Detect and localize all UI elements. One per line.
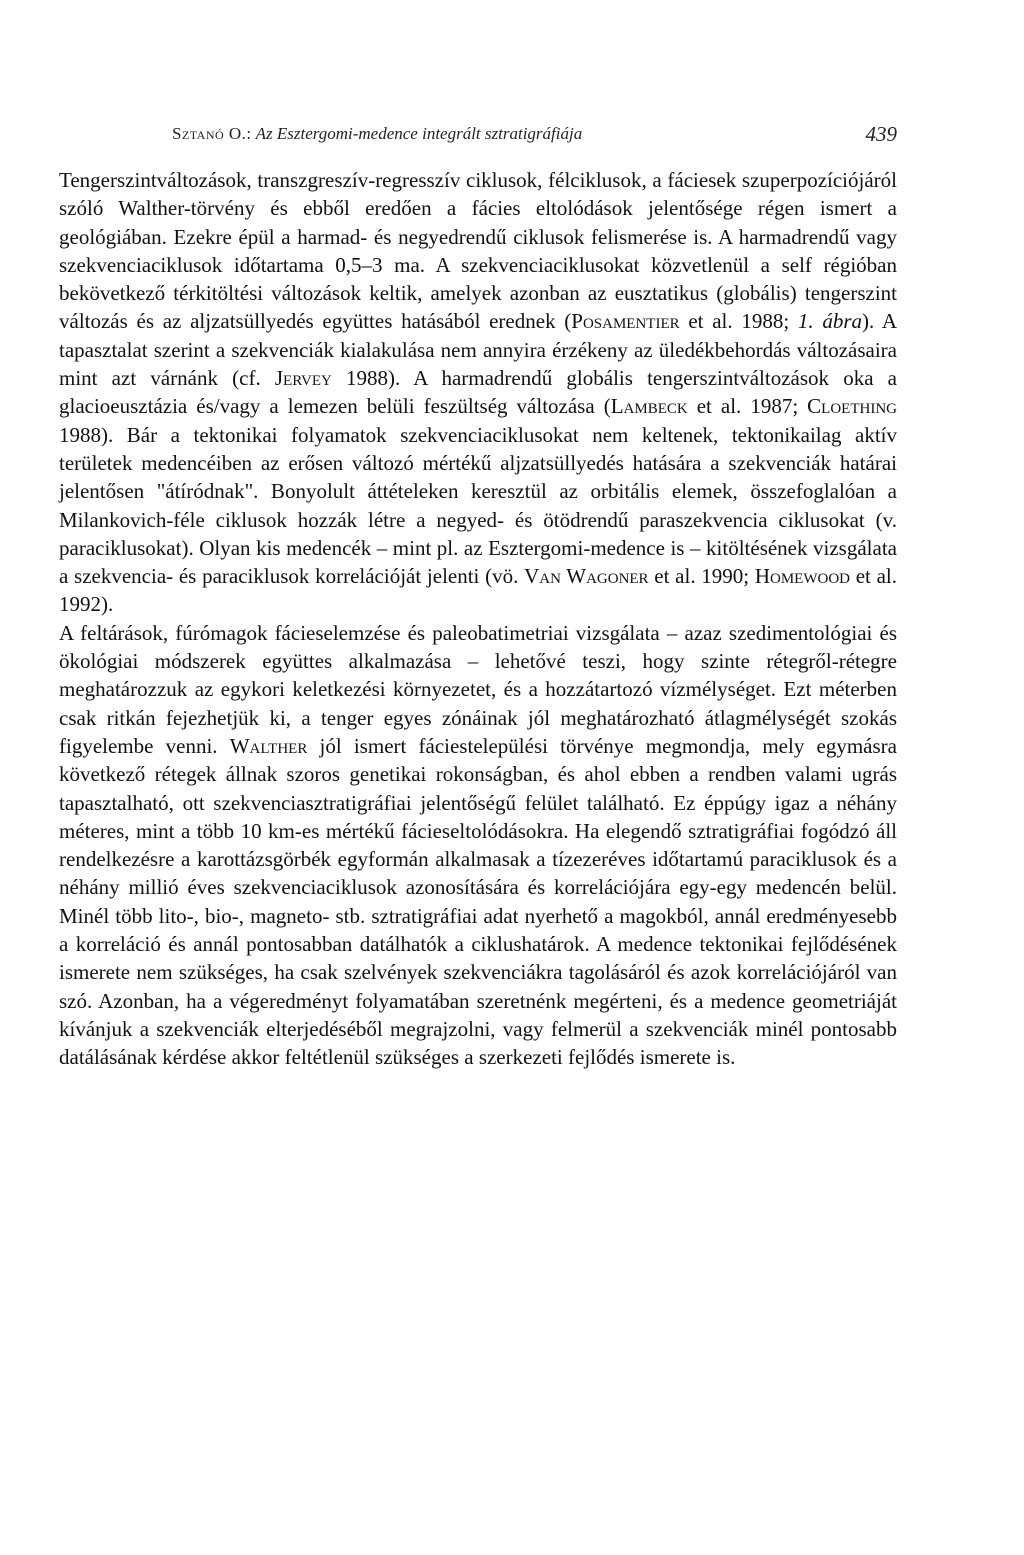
p2-text-2: jól ismert fáciestelepülési törvénye megmondja, mely egymásra következő rétegek állnak szoros genetikai rokonságban, és ahol ebben a rendben valami ugrás tapasztalható, ott szekvenciasztratigráfiai jelentőségű felület található. Ez éppúgy igaz a néhány méteres, mint a több 10 km-es mértékű fácieseltolódásokra. Ha elegendő sztratigráfiai fogódzó áll rendelkezésre a karottázsgörbék egyformán alkalmasak a tízezeréves időtartamú paraciklusok és a néhány millió éves szekvenciaciklusok azonosítására és korrelációjára egy-egy medencén belül. Minél több lito-, bio-, magneto- stb. sztratigráfiai adat nyerhető a magokból, annál eredményesebb a korreláció és annál pontosabban datálhatók a ciklushatárok. A medence tektonikai fejlődésének ismerete nem szükséges, ha csak szelvények szekvenciákra tagolásáról és azok korrelációjáról van szó. Azonban, ha a végeredményt folyamatában szeretnénk megérteni, és a medence geometriáját kívánjuk a szekvenciák elterjedéséből megrajzolni, vagy felmerül a szekvenciák minél pontosabb datálásának kérdése akkor feltétlenül szükséges a szerkezeti fejlődés ismerete is. — [59, 733, 897, 1070]
p1-text-6: 1988). Bár a tektonikai folyamatok szekvenciaciklusokat nem keltenek, tektonikailag aktív területek medencéiben az erősen változó mértékű aljzatsüllyedés hatására a szekvenciák határai jelentősen "átíródnak". Bonyolult áttételeken keresztül az orbitális elemek, összefoglalóan a Milankovich-féle ciklusok hozzák létre a negyed- és ötödrendű paraszekvencia ciklusokat (v. paraciklusokat). Olyan kis medencék – mint pl. az Esztergomi-medence is – kitöltésének vizsgálata a szekvencia- és paraciklusok korrelációját jelenti (vö. — [59, 422, 897, 589]
paragraph-1 — [59, 166, 897, 619]
citation-author: Walther — [229, 733, 308, 758]
p1-text-5: et al. 1987; — [687, 394, 808, 419]
p1-text-8: et al. 1992). — [59, 564, 897, 617]
page-number: 439 — [865, 122, 897, 146]
paragraph-2 — [59, 619, 897, 1072]
header-title: Az Esztergomi-medence integrált sztratigráfiája — [255, 124, 583, 143]
p1-text-4: 1988). A harmadrendű globális tengerszintváltozások oka a glacioeusztázia és/vagy a lemezen belüli feszültség változása ( — [59, 366, 898, 419]
p1-text-2: et al. 1988; — [679, 309, 798, 334]
p1-text-1: Tengerszintváltozások, transzgreszív-regresszív ciklusok, félciklusok, a fáciesek szuperpozíciójáról szóló Walther-törvény és ebből eredően a fácies eltolódások jelentősége régen ismert a geológiában. Ezekre épül a harmad- és negyedrendű ciklusok felismerése is. A harmadrendű vagy szekvenciaciklusok időtartama 0,5–3 ma. A szekvenciaciklusokat közvetlenül a self régióban bekövetkező térkitöltési változások keltik, amelyek azonban az eusztatikus (globális) tengerszint változás és az aljzatsüllyedés együttes hatásából erednek ( — [59, 168, 897, 334]
running-header — [172, 124, 897, 154]
citation-author: Cloething — [807, 394, 897, 419]
p2-text-1: A feltárások, fúrómagok fácieselemzése és paleobatimetriai vizsgálata – azaz szedimentológiai és ökológiai módszerek együttes alkalmazása – lehetővé teszi, hogy szinte rétegről-rétegre meghatározzuk az egykori keletkezési környezetet, és a hozzátartozó vízmélységet. Ezt méterben csak ritkán fejezhetjük ki, a tenger egyes zónáinak jól meghatározható átlagmélységét szokás figyelembe venni. — [59, 620, 897, 758]
p1-text-7: et al. 1990; — [648, 564, 755, 589]
body-text — [59, 166, 897, 1072]
figure-reference: 1. ábra — [797, 309, 863, 334]
header-author: Sztanó O.: — [172, 124, 252, 143]
citation-author: Homewood — [754, 564, 850, 589]
p1-text-3: ). A tapasztalat szerint a szekvenciák kialakulása nem annyira érzékeny az üledékbehordás változásaira mint azt várnánk (cf. — [59, 309, 897, 391]
citation-author: Lambeck — [610, 394, 688, 419]
citation-author: Posamentier — [571, 309, 680, 334]
citation-author: Van Wagoner — [524, 564, 649, 589]
citation-author: Jervey — [274, 366, 332, 391]
